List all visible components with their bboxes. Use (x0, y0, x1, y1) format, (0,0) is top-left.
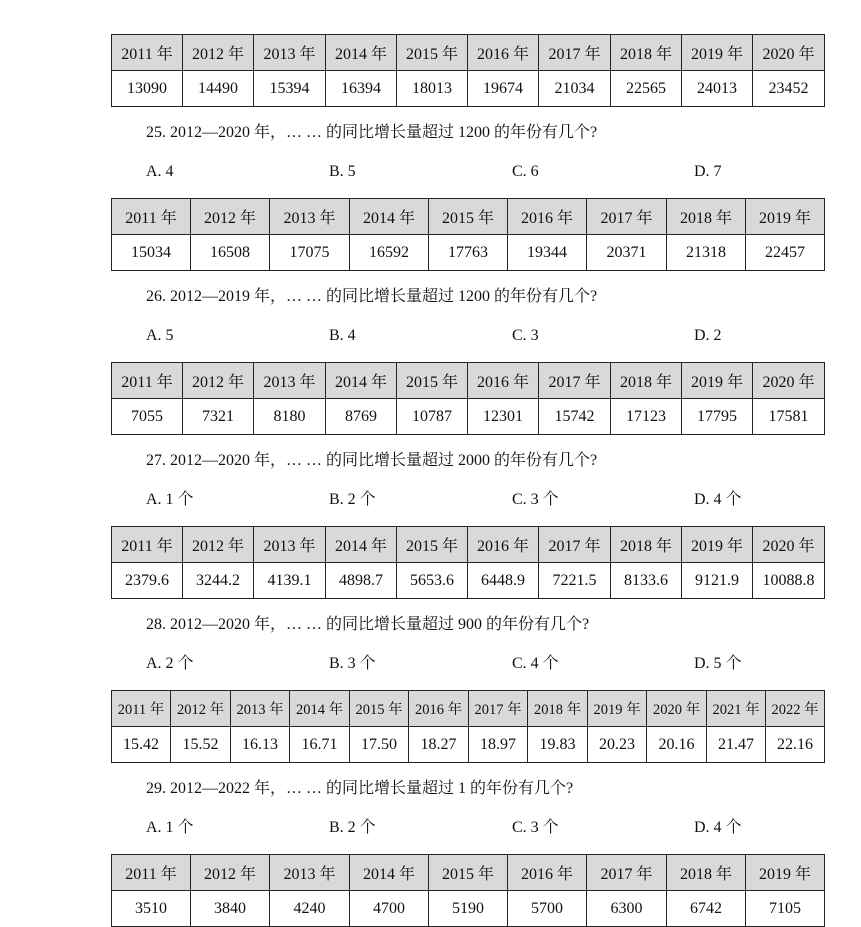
year-cell: 2015 年 (429, 199, 508, 235)
value-cell: 14490 (183, 71, 254, 107)
data-table-6 (111, 854, 825, 927)
value-cell: 17581 (753, 399, 825, 435)
year-cell: 2013 年 (270, 199, 350, 235)
year-cell: 2019 年 (588, 691, 647, 727)
year-cell: 2018 年 (611, 363, 682, 399)
year-cell: 2012 年 (171, 691, 231, 727)
value-row (112, 563, 825, 599)
value-cell: 17795 (682, 399, 753, 435)
year-cell: 2016 年 (508, 855, 587, 891)
value-cell: 6300 (587, 891, 667, 927)
year-cell: 2016 年 (468, 363, 539, 399)
value-cell: 3244.2 (183, 563, 254, 599)
value-cell: 10787 (397, 399, 468, 435)
option-a: A. 1 个 (146, 819, 194, 836)
data-table-5 (111, 690, 825, 763)
value-cell: 8769 (326, 399, 397, 435)
value-cell: 5190 (429, 891, 508, 927)
year-cell: 2014 年 (326, 363, 397, 399)
year-cell: 2019 年 (746, 855, 825, 891)
value-cell: 7221.5 (539, 563, 611, 599)
option-c: C. 6 (512, 163, 539, 180)
value-cell: 19674 (468, 71, 539, 107)
data-table-4 (111, 526, 825, 599)
year-cell: 2011 年 (112, 691, 171, 727)
option-b: B. 4 (329, 327, 356, 344)
year-cell: 2013 年 (254, 35, 326, 71)
year-cell: 2012 年 (183, 35, 254, 71)
year-cell: 2018 年 (611, 527, 682, 563)
year-cell: 2015 年 (350, 691, 409, 727)
year-cell: 2014 年 (326, 527, 397, 563)
value-cell: 15742 (539, 399, 611, 435)
option-c: C. 4 个 (512, 655, 559, 672)
year-cell: 2012 年 (183, 527, 254, 563)
year-cell: 2016 年 (508, 199, 587, 235)
value-cell: 21318 (667, 235, 746, 271)
year-cell: 2011 年 (112, 363, 183, 399)
year-cell: 2015 年 (397, 35, 468, 71)
value-cell: 22457 (746, 235, 825, 271)
value-cell: 15.42 (112, 727, 171, 763)
value-cell: 16508 (191, 235, 270, 271)
option-b: B. 2 个 (329, 819, 376, 836)
year-cell: 2019 年 (682, 527, 753, 563)
year-header-row (112, 855, 825, 891)
year-cell: 2011 年 (112, 527, 183, 563)
value-cell: 5700 (508, 891, 587, 927)
year-cell: 2019 年 (682, 363, 753, 399)
year-cell: 2012 年 (183, 363, 254, 399)
year-cell: 2020 年 (647, 691, 707, 727)
year-cell: 2017 年 (587, 855, 667, 891)
value-cell: 4240 (270, 891, 350, 927)
value-cell: 3840 (191, 891, 270, 927)
option-c: C. 3 (512, 327, 539, 344)
year-cell: 2016 年 (468, 35, 539, 71)
year-cell: 2014 年 (290, 691, 350, 727)
year-cell: 2013 年 (254, 527, 326, 563)
value-cell: 22565 (611, 71, 682, 107)
year-header-row (112, 199, 825, 235)
value-cell: 8180 (254, 399, 326, 435)
value-row (112, 891, 825, 927)
value-cell: 17.50 (350, 727, 409, 763)
year-cell: 2014 年 (326, 35, 397, 71)
value-cell: 20.16 (647, 727, 707, 763)
value-cell: 18013 (397, 71, 468, 107)
year-cell: 2014 年 (350, 855, 429, 891)
value-cell: 7105 (746, 891, 825, 927)
value-cell: 6742 (667, 891, 746, 927)
value-cell: 8133.6 (611, 563, 682, 599)
year-cell: 2017 年 (539, 35, 611, 71)
value-cell: 16592 (350, 235, 429, 271)
year-cell: 2012 年 (191, 199, 270, 235)
option-d: D. 4 个 (694, 819, 742, 836)
option-d: D. 4 个 (694, 491, 742, 508)
question-28-text: 28. 2012—2020 年，… … 的同比增长量超过 900 的年份有几个? (146, 616, 590, 633)
value-row (112, 71, 825, 107)
value-cell: 4139.1 (254, 563, 326, 599)
year-cell: 2011 年 (112, 199, 191, 235)
year-cell: 2016 年 (409, 691, 469, 727)
value-cell: 16.71 (290, 727, 350, 763)
value-cell: 7321 (183, 399, 254, 435)
year-cell: 2017 年 (587, 199, 667, 235)
year-header-row (112, 35, 825, 71)
option-b: B. 3 个 (329, 655, 376, 672)
value-row (112, 727, 825, 763)
year-cell: 2022 年 (766, 691, 825, 727)
year-header-row (112, 363, 825, 399)
option-c: C. 3 个 (512, 819, 559, 836)
data-table-1 (111, 34, 825, 107)
year-cell: 2012 年 (191, 855, 270, 891)
year-cell: 2018 年 (611, 35, 682, 71)
value-cell: 20.23 (588, 727, 647, 763)
value-cell: 17075 (270, 235, 350, 271)
year-cell: 2015 年 (397, 363, 468, 399)
value-cell: 4898.7 (326, 563, 397, 599)
value-cell: 12301 (468, 399, 539, 435)
year-cell: 2018 年 (667, 855, 746, 891)
value-cell: 18.27 (409, 727, 469, 763)
year-cell: 2019 年 (746, 199, 825, 235)
value-cell: 13090 (112, 71, 183, 107)
value-cell: 16394 (326, 71, 397, 107)
year-cell: 2017 年 (539, 527, 611, 563)
value-cell: 19.83 (528, 727, 588, 763)
question-25-text: 25. 2012—2020 年，… … 的同比增长量超过 1200 的年份有几个? (146, 124, 598, 141)
option-a: A. 1 个 (146, 491, 194, 508)
year-cell: 2015 年 (397, 527, 468, 563)
value-cell: 19344 (508, 235, 587, 271)
value-cell: 20371 (587, 235, 667, 271)
option-b: B. 5 (329, 163, 356, 180)
option-b: B. 2 个 (329, 491, 376, 508)
year-cell: 2013 年 (231, 691, 290, 727)
year-cell: 2016 年 (468, 527, 539, 563)
option-d: D. 7 (694, 163, 722, 180)
year-cell: 2011 年 (112, 855, 191, 891)
value-cell: 7055 (112, 399, 183, 435)
year-cell: 2019 年 (682, 35, 753, 71)
value-cell: 3510 (112, 891, 191, 927)
value-cell: 18.97 (469, 727, 528, 763)
value-cell: 22.16 (766, 727, 825, 763)
year-cell: 2017 年 (469, 691, 528, 727)
question-26-text: 26. 2012—2019 年，… … 的同比增长量超过 1200 的年份有几个? (146, 288, 598, 305)
value-cell: 21.47 (707, 727, 766, 763)
value-cell: 5653.6 (397, 563, 468, 599)
year-cell: 2018 年 (528, 691, 588, 727)
year-cell: 2020 年 (753, 363, 825, 399)
option-d: D. 2 (694, 327, 722, 344)
year-cell: 2013 年 (270, 855, 350, 891)
option-d: D. 5 个 (694, 655, 742, 672)
value-cell: 16.13 (231, 727, 290, 763)
value-row (112, 399, 825, 435)
year-cell: 2020 年 (753, 527, 825, 563)
value-cell: 23452 (753, 71, 825, 107)
value-cell: 9121.9 (682, 563, 753, 599)
option-a: A. 2 个 (146, 655, 194, 672)
value-cell: 6448.9 (468, 563, 539, 599)
option-a: A. 5 (146, 327, 174, 344)
question-29-text: 29. 2012—2022 年，… … 的同比增长量超过 1 的年份有几个? (146, 780, 574, 797)
value-cell: 2379.6 (112, 563, 183, 599)
year-cell: 2018 年 (667, 199, 746, 235)
value-cell: 15394 (254, 71, 326, 107)
option-c: C. 3 个 (512, 491, 559, 508)
value-cell: 24013 (682, 71, 753, 107)
value-cell: 15.52 (171, 727, 231, 763)
data-table-3 (111, 362, 825, 435)
year-cell: 2017 年 (539, 363, 611, 399)
value-cell: 15034 (112, 235, 191, 271)
year-cell: 2011 年 (112, 35, 183, 71)
question-27-text: 27. 2012—2020 年，… … 的同比增长量超过 2000 的年份有几个? (146, 452, 598, 469)
option-a: A. 4 (146, 163, 174, 180)
value-cell: 17123 (611, 399, 682, 435)
value-cell: 10088.8 (753, 563, 825, 599)
value-cell: 21034 (539, 71, 611, 107)
value-cell: 17763 (429, 235, 508, 271)
year-cell: 2014 年 (350, 199, 429, 235)
year-cell: 2013 年 (254, 363, 326, 399)
year-cell: 2021 年 (707, 691, 766, 727)
year-cell: 2015 年 (429, 855, 508, 891)
year-cell: 2020 年 (753, 35, 825, 71)
value-row (112, 235, 825, 271)
year-header-row (112, 691, 825, 727)
year-header-row (112, 527, 825, 563)
data-table-2 (111, 198, 825, 271)
value-cell: 4700 (350, 891, 429, 927)
